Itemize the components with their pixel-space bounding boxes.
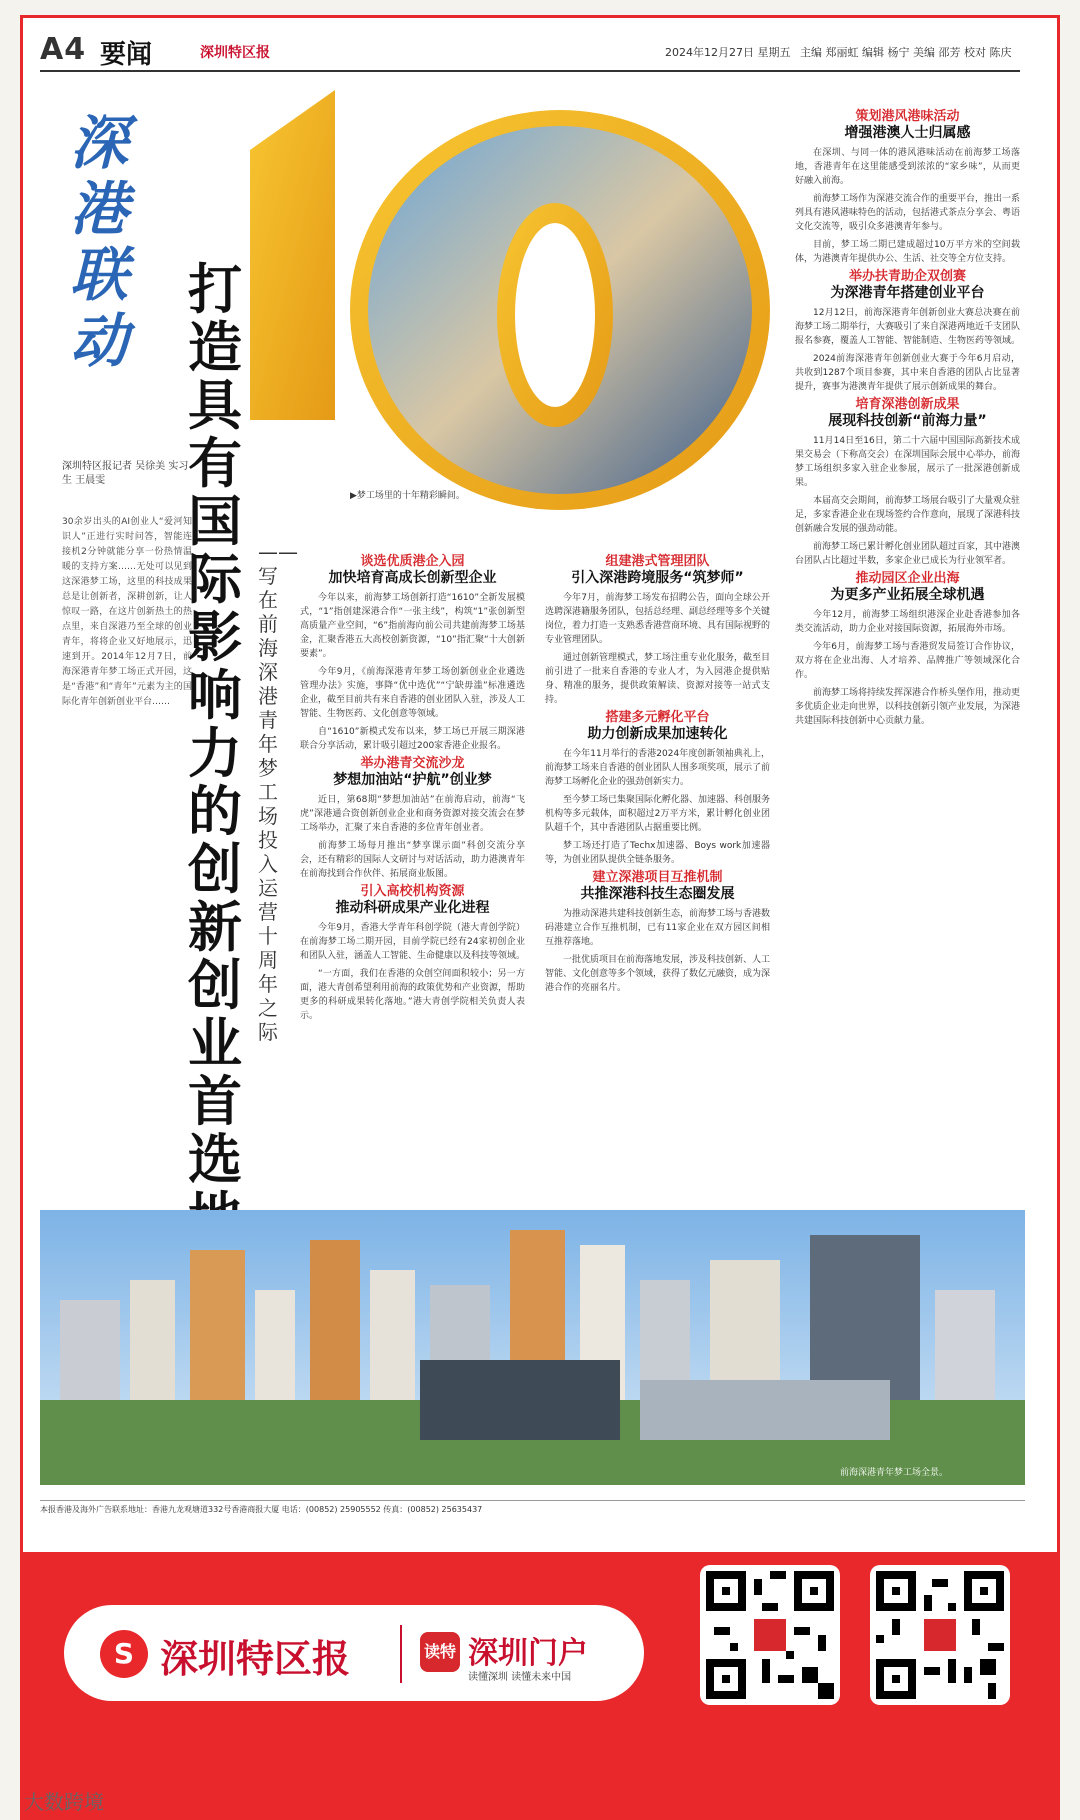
bottom-photo-caption: 前海深港青年梦工场全景。: [840, 1468, 949, 1478]
newspaper-name: 深圳特区报: [160, 1636, 351, 1681]
section-title: 为更多产业拓展全球机遇: [830, 587, 985, 603]
paragraph: 前海梦工场已累计孵化创业团队超过百家，其中港澳台团队占比超过半数，多家企业已成长为行业领军者。: [795, 542, 1021, 566]
paragraph: 前海梦工场每月推出“梦享课示面”科创交流分享会，还有精彩的国际人文研讨与对话活动，助力港澳青年在前海找到合作伙伴、拓展商业版图。: [300, 841, 526, 879]
section-title: 增强港澳人士归属感: [844, 125, 971, 141]
subhead: ——写在前海深港青年梦工场投入运营十周年之际: [258, 540, 298, 1044]
paragraph: 今年9月，《前海深港青年梦工场创新创业企业遴选管理办法》实施，事降“优中选优”“宁缺毋滥”标准遴选企业，截至目前共有来自香港的创业团队入驻，涉及人工智能、生物医药、文化创意等领域。: [300, 667, 526, 719]
paragraph: 一批优质项目在前海落地发展，涉及科技创新、人工智能、文化创意等多个领域，获得了数亿元融资，成为深港合作的亮丽名片。: [545, 955, 771, 993]
article-column-1: [300, 555, 525, 1027]
section-kicker: 举办扶青助企双创赛: [848, 269, 966, 284]
big-ten-graphic: [230, 90, 790, 510]
newspaper-logo-icon: S: [100, 1630, 148, 1678]
section-title: 梦想加油站“护航”创业梦: [333, 772, 492, 788]
intro-text: 30余岁出头的AI创业人“爱河知识人”正进行实时问答，智能连接机2分钟就能分享一份热情温暖的支持方案……无处可以见到这深港梦工场，这里的科技成果总是让创新者，深耕创新，让人惊叹一路，在这片创新热土的热点里，来自深港乃至全球的创业青年，将将企业又好地展示，迅速到开。2014年12月7日，前海深港青年梦工场正式开园，这是“香港”和“青年”元素为主的国际化青年创新创业平台……: [62, 517, 192, 707]
section-kicker: 搭建多元孵化平台: [605, 710, 710, 725]
section-kicker: 组建港式管理团队: [605, 554, 710, 569]
paragraph: 今年9月，香港大学青年科创学院（港大青创学院）在前海梦工场二期开园，目前学院已经有24家初创企业和团队入驻，涵盖人工智能、生命健康以及科技等领域。: [300, 923, 526, 961]
article-column-2: [545, 555, 770, 999]
section-title: 共推深港科技生态圈发展: [580, 886, 735, 902]
paragraph: 至今梦工场已集聚国际化孵化器、加速器、科创服务机构等多元载体，面积超过2万平方米，累计孵化创业团队超千个，其中香港团队占据重要比例。: [545, 795, 771, 833]
paragraph: 11月14日至16日，第二十六届中国国际高新技术成果交易会（下称高交会）在深圳国际会展中心举办，前海梦工场组织多家入驻企业参展，展示了一批深港创新成果。: [795, 436, 1021, 488]
paper-name-small: 深圳特区报: [200, 45, 270, 61]
paragraph: 前海梦工场作为深港交流合作的重要平台，推出一系列具有港风港味特色的活动，包括港式茶点分享会、粤语文化交流等，吸引众多港澳青年参与。: [795, 194, 1021, 232]
section-title: 推动科研成果产业化进程: [335, 900, 490, 916]
section-kicker: 举办港青交流沙龙: [360, 756, 465, 771]
section-title: 助力创新成果加速转化: [587, 726, 728, 742]
footer-info: 本报香港及海外广告联系地址：香港九龙观塘道332号香港商报大厦 电话：(00852) 25905552 传真：(00852) 25635437: [40, 1500, 1025, 1515]
qr-code-icon[interactable]: [870, 1565, 1010, 1705]
qr-code-icon[interactable]: [700, 1565, 840, 1705]
paragraph: 12月12日，前海深港青年创新创业大赛总决赛在前海梦工场二期举行，大赛吸引了来自深港两地近千支团队报名参赛，覆盖人工智能、智能制造、生物医药等领域。: [795, 308, 1021, 346]
photo-caption: ▶梦工场里的十年精彩瞬间。: [350, 491, 465, 501]
portal-name: 深圳门户: [468, 1636, 588, 1671]
section-title: 展现科技创新“前海力量”: [828, 413, 987, 429]
section-title: 为深港青年搭建创业平台: [830, 285, 985, 301]
section-title: 要闻: [100, 40, 153, 70]
section-kicker: 推动园区企业出海: [855, 571, 960, 586]
paragraph: 在深圳、与同一体的港风港味活动在前海梦工场落地，香港青年在这里能感受到浓浓的“家乡味”，从而更好融入前海。: [795, 148, 1020, 186]
divider: [400, 1625, 402, 1683]
watermark: 大数跨境: [24, 1790, 104, 1814]
paragraph: 为推动深港共建科技创新生态，前海梦工场与香港数码港建立合作互推机制，已有11家企业在双方园区间相互推荐落地。: [545, 909, 771, 947]
paragraph: 今年7月，前海梦工场发布招聘公告，面向全球公开选聘深港籍服务团队，包括总经理、副总经理等多个关键岗位，着力打造一支熟悉香港营商环境、具有国际视野的专业管理团队。: [545, 593, 771, 645]
page-number: A4: [40, 32, 87, 67]
section-title: 引入深港跨境服务“筑梦师”: [571, 570, 744, 586]
paragraph: 今年12月，前海梦工场组织港深企业赴香港参加各类交流活动，助力企业对接国际资源，拓展海外市场。: [795, 610, 1020, 634]
paragraph: 前海梦工场将持续发挥深港合作桥头堡作用，推动更多优质企业走向世界，以科技创新引领产业发展，为深港共建国际科技创新中心贡献力量。: [795, 688, 1021, 726]
article-column-3: [795, 110, 1020, 732]
section-kicker: 谈选优质港企入园: [360, 554, 465, 569]
byline: 深圳特区报记者 吴徐美 实习生 王晨雯: [62, 461, 189, 486]
paragraph: 自“1610”新模式发布以来，梦工场已开展三期深港联合分享活动，累计吸引超过200家香港企业报名。: [300, 727, 525, 751]
editor-credits: 主编 郑丽虹 编辑 杨宁 美编 邵芳 校对 陈庆: [800, 46, 1012, 59]
section-kicker: 策划港风港味活动: [855, 109, 960, 124]
section-kicker: 培育深港创新成果: [855, 397, 960, 412]
column-logo: 深港联动: [70, 109, 129, 375]
paragraph: 近日，第68期“梦想加油站”在前海启动，前海“飞虎”深港通合资创新创业企业和商务资源对接交流会在梦工场举办，汇聚了来自香港的多位青年创业者。: [300, 795, 525, 833]
section-kicker: 引入高校机构资源: [360, 884, 465, 899]
paragraph: 通过创新管理模式，梦工场注重专业化服务，截至目前引进了一批来自香港的专业人才，为入园港企提供贴身、精准的服务，提供政策解读、资源对接等一站式支持。: [545, 653, 771, 705]
skyline-photo: [40, 1210, 1025, 1485]
section-kicker: 建立深港项目互推机制: [592, 870, 723, 885]
section-title: 加快培育高成长创新型企业: [328, 570, 497, 586]
masthead: [40, 30, 1020, 72]
paragraph: 目前，梦工场二期已建成超过10万平方米的空间载体，为港澳青年提供办公、生活、社交等全方位支持。: [795, 240, 1020, 264]
paragraph: 今年以来，前海梦工场创新打造“1610”全新发展模式，“1”指创建深港合作“一张主线”，构筑“1”张创新型高质量产业空间，“6”指前海向前公司共建前海梦工场基金，汇聚香港五大高校创新资源，“10”指汇聚“十大创新要素”。: [300, 593, 525, 659]
paragraph: 在今年11月举行的香港2024年度创新领袖典礼上，前海梦工场来自香港的创业团队人围多项奖项，展示了前海梦工场孵化企业的强劲创新实力。: [545, 749, 771, 787]
paragraph: 2024前海深港青年创新创业大赛于今年6月启动，共收到1287个项目参赛，其中来自香港的团队占比显著提升，赛事为港澳青年提供了展示创新成果的舞台。: [795, 354, 1020, 392]
paragraph: “一方面，我们在香港的众创空间面积较小；另一方面，港大青创希望利用前海的政策优势和产业资源，帮助更多的科研成果转化落地。”港大青创学院相关负责人表示。: [300, 969, 526, 1021]
paragraph: 本届高交会期间，前海梦工场展台吸引了大量观众驻足，多家香港企业在现场签约合作意向，展现了深港科技创新融合发展的强劲动能。: [795, 496, 1021, 534]
headline: 打造具有国际影响力的创新创业首选: [188, 257, 242, 1191]
portal-tagline: 读懂深圳 读懂未来中国: [468, 1672, 572, 1683]
paragraph: 梦工场还打造了Techx加速器、Boys work加速器等，为创业团队提供全链条服务。: [545, 841, 770, 865]
app-badge-icon: 读特: [420, 1632, 460, 1672]
paragraph: 今年6月，前海梦工场与香港贸发局签订合作协议，双方将在企业出海、人才培养、品牌推广等领域深化合作。: [795, 642, 1020, 680]
issue-date: 2024年12月27日 星期五: [665, 46, 791, 59]
